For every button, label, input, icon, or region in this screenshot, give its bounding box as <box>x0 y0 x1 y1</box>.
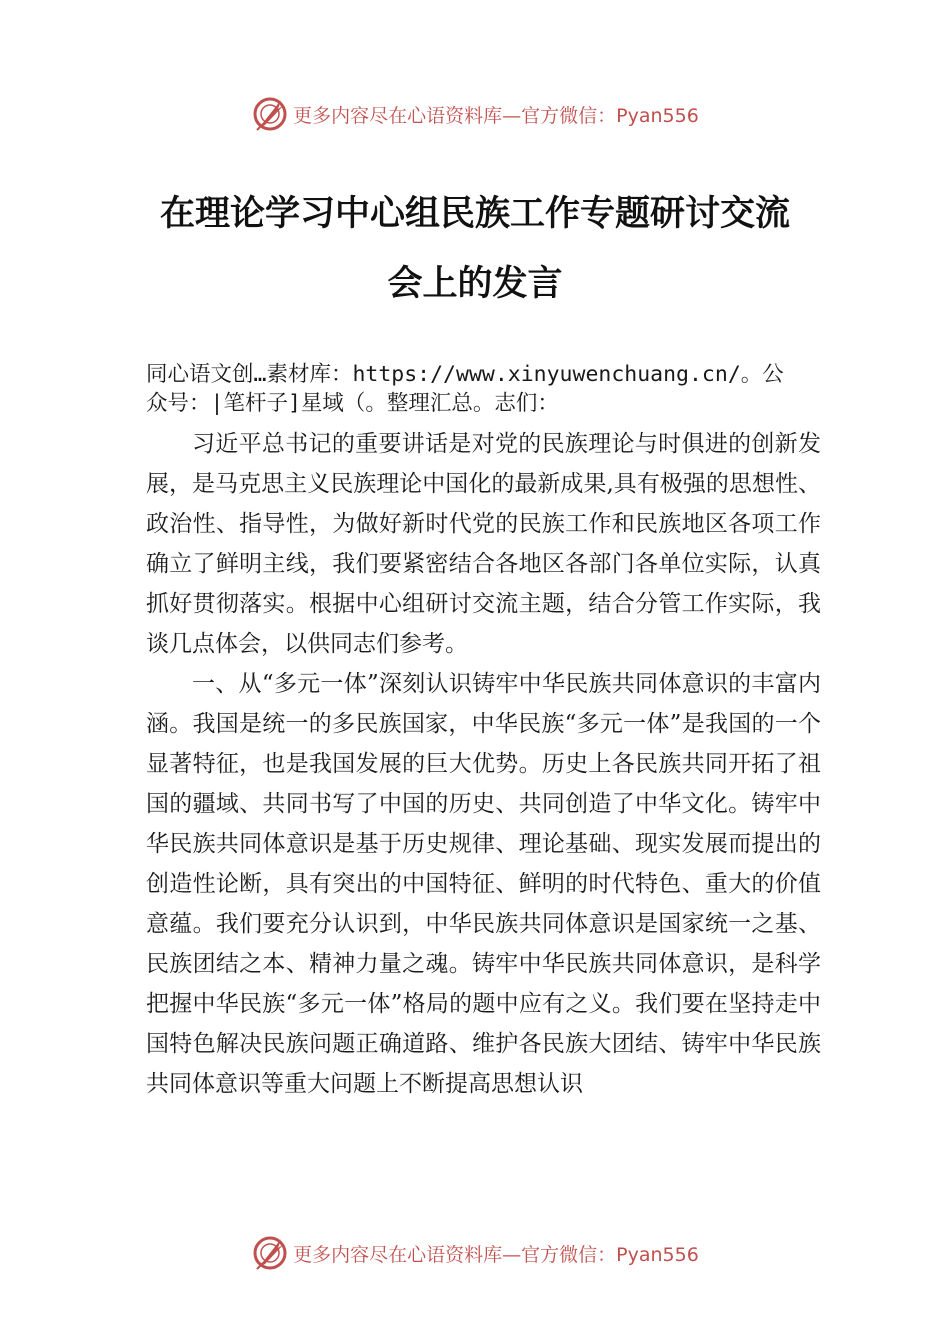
document-body <box>146 424 821 1104</box>
watermark-text: 更多内容尽在心语资料库—官方微信：Pyan556 <box>293 1243 699 1266</box>
document-title-line-1: 在理论学习中心组民族工作专题研讨交流 <box>159 193 790 234</box>
watermark-text: 更多内容尽在心语资料库—官方微信：Pyan556 <box>293 104 699 127</box>
document-title-line-2: 会上的发言 <box>387 263 563 304</box>
quill-seal-logo-icon <box>251 1234 289 1272</box>
wechat-id: Pyan556 <box>616 104 699 127</box>
paragraph-intro: 习近平总书记的重要讲话是对党的民族理论与时俱进的创新发展，是马克思主义民族理论中国化的最新成果,具有极强的思想性、政治性、指导性，为做好新时代党的民族工作和民族地区各项工作确立了鲜明主线，我们要紧密结合各地区各部门各单位实际，认真抓好贯彻落实。根据中心组研讨交流主题，结合分管工作实际，我谈几点体会，以供同志们参考。 <box>146 431 821 657</box>
quill-seal-logo-icon <box>251 95 289 133</box>
source-line-2: 众号：|笔杆子]星域（。整理汇总。志们： <box>146 391 559 416</box>
source-line-1: 同心语文创…素材库：https://www.xinyuwenchuang.cn/。公 <box>146 362 784 387</box>
wechat-id: Pyan556 <box>616 1243 699 1266</box>
footer-watermark-banner <box>0 1233 950 1273</box>
header-watermark-banner <box>0 94 950 134</box>
paragraph-section-1: 一、从“多元一体”深刻认识铸牢中华民族共同体意识的丰富内涵。我国是统一的多民族国家，中华民族“多元一体”是我国的一个显著特征，也是我国发展的巨大优势。历史上各民族共同开拓了祖国的疆域、共同书写了中国的历史、共同创造了中华文化。铸牢中华民族共同体意识是基于历史规律、理论基础、现实发展而提出的创造性论断，具有突出的中国特征、鲜明的时代特色、重大的价值意蕴。我们要充分认识到，中华民族共同体意识是国家统一之基、民族团结之本、精神力量之魂。铸牢中华民族共同体意识，是科学把握中华民族“多元一体”格局的题中应有之义。我们要在坚持走中国特色解决民族问题正确道路、维护各民族大团结、铸牢中华民族共同体意识等重大问题上不断提高思想认识 <box>146 671 821 1097</box>
source-note <box>146 360 846 418</box>
